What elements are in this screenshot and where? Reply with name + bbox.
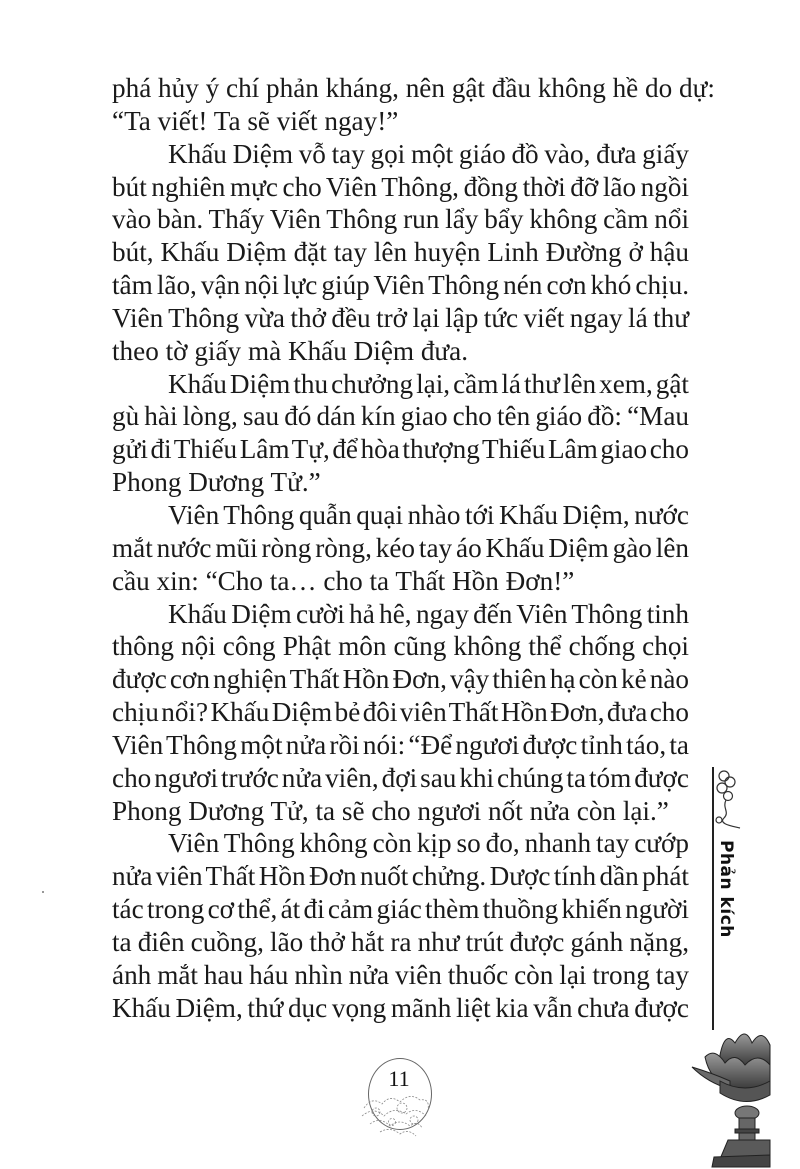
- text-line: Khấu Diệm cười hả hê, ngay đến Viên Thông tinh: [168, 598, 689, 629]
- text-line: bút, Khấu Diệm đặt tay lên huyện Linh Đường ở hậu: [112, 237, 689, 268]
- text-line: “Ta viết! Ta sẽ viết ngay!”: [112, 105, 399, 136]
- cloud-pattern-icon: [356, 1086, 436, 1144]
- text-line: Phong Dương Tử, ta sẽ cho ngươi nốt nửa còn lại.”: [112, 795, 669, 826]
- text-line: được cơn nghiện Thất Hồn Đơn, vậy thiên hạ còn kẻ nào: [112, 664, 689, 695]
- text-line: ta điên cuồng, lão thở hắt ra như trút được gánh nặng,: [112, 926, 689, 957]
- text-line: Phong Dương Tử.”: [112, 467, 321, 498]
- text-line: Viên Thông vừa thở đều trở lại lập tức viết ngay lá thư: [112, 302, 689, 333]
- text-line: vào bàn. Thấy Viên Thông run lẩy bẩy không cầm nổi: [112, 204, 689, 235]
- text-line: chịu nổi? Khấu Diệm bẻ đôi viên Thất Hồn Đơn, đưa cho: [112, 697, 689, 728]
- text-line: Khấu Diệm, thứ dục vọng mãnh liệt kia vẫn chưa được: [112, 992, 689, 1023]
- text-line: gù hài lòng, sau đó dán kín giao cho tên giáo đồ: “Mau: [112, 401, 689, 432]
- text-line: thông nội công Phật môn cũng không thể chống chọi: [112, 631, 689, 662]
- text-line: gửi đi Thiếu Lâm Tự, để hòa thượng Thiếu Lâm giao cho: [112, 434, 689, 465]
- text-line: nửa viên Thất Hồn Đơn nuốt chửng. Dược tính dần phát: [112, 861, 689, 892]
- text-line: Khấu Diệm vỗ tay gọi một giáo đồ vào, đưa giấy: [168, 138, 689, 169]
- text-line: phá hủy ý chí phản kháng, nên gật đầu không hề do dự:: [112, 73, 715, 103]
- text-line: theo tờ giấy mà Khấu Diệm đưa.: [112, 335, 469, 366]
- text-line: Viên Thông quẫn quại nhào tới Khấu Diệm, nước: [168, 499, 689, 530]
- text-line: cho ngươi trước nửa viên, đợi sau khi chúng ta tóm được: [112, 762, 689, 793]
- text-line: Viên Thông một nửa rồi nói: “Để ngươi được tỉnh táo, ta: [112, 729, 689, 760]
- scan-speck: [42, 891, 44, 893]
- text-line: Viên Thông không còn kịp so đo, nhanh tay cướp: [168, 828, 689, 859]
- flower-ornament-icon: [712, 768, 742, 830]
- text-line: tâm lão, vận nội lực giúp Viên Thông nén cơn khó chịu.: [112, 270, 689, 301]
- text-line: cầu xin: “Cho ta… cho ta Thất Hồn Đơn!”: [112, 565, 575, 596]
- text-line: bút nghiên mực cho Viên Thông, đồng thời đỡ lão ngồi: [112, 171, 689, 202]
- text-line: tác trong cơ thể, át đi cảm giác thèm thuồng khiến người: [112, 894, 689, 925]
- page-number: 11: [388, 1066, 410, 1091]
- text-line: mắt nước mũi ròng ròng, kéo tay áo Khấu Diệm gào lên: [112, 532, 689, 563]
- page-number-badge: [364, 1058, 434, 1128]
- body-text: [112, 72, 715, 1024]
- chapter-side-title: Phản kích: [716, 840, 736, 938]
- lotus-pedestal-icon: [690, 1025, 800, 1169]
- text-line: Khấu Diệm thu chưởng lại, cầm lá thư lên xem, gật: [168, 368, 689, 399]
- text-line: ánh mắt hau háu nhìn nửa viên thuốc còn lại trong tay: [112, 959, 689, 990]
